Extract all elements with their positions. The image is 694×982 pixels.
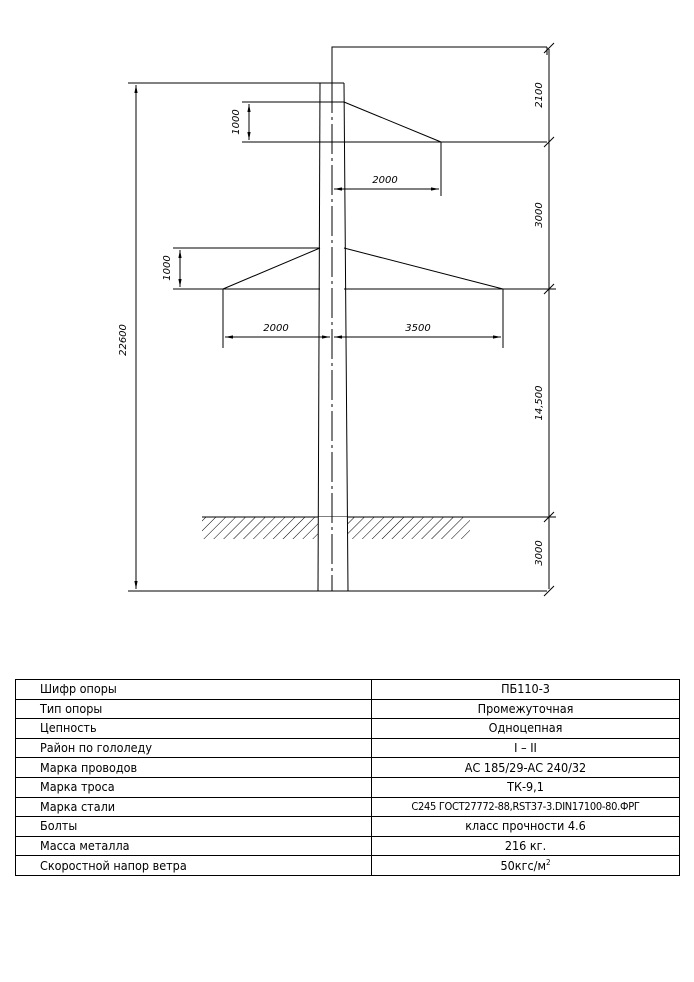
row-value: АС 185/29-АС 240/32 [372,758,680,778]
lower-right-crossarm [344,248,503,289]
row-label: Район по гололеду [16,738,372,758]
total-height-label: 22600 [118,324,129,356]
row-value: С245 ГОСТ27772-88,RST37-3.DIN17100-80.ФРГ [372,797,680,817]
row-label: Скоростной напор ветра [16,856,372,876]
table-row [16,836,680,856]
row-label: Цепность [16,719,372,739]
row-value [372,856,680,876]
row-label: Тип опоры [16,699,372,719]
row-value: класс прочности 4.6 [372,817,680,837]
to-ground-label: 14,500 [534,385,545,421]
spec-table [15,679,680,876]
row-label: Марка стали [16,797,372,817]
row-value: 216 кг. [372,836,680,856]
wind-value: 50кгс/м [500,857,546,873]
lower-left-crossarm [223,248,320,289]
upper-crossarm [344,102,441,142]
table-row [16,758,680,778]
table-row [16,699,680,719]
between-crossarms-label: 3000 [534,202,545,228]
upper-reach-label: 2000 [372,175,398,186]
table-row [16,777,680,797]
table-row [16,856,680,876]
lower-rise-label: 1000 [162,255,173,281]
table-row [16,817,680,837]
row-label: Шифр опоры [16,680,372,700]
row-label: Марка троса [16,777,372,797]
table-row [16,797,680,817]
lower-left-reach-label: 2000 [263,323,289,334]
pole-top-extension [332,47,547,83]
table-row [16,719,680,739]
table-row [16,738,680,758]
wind-value-exponent: 2 [545,857,551,867]
upper-rise-label: 1000 [231,109,242,135]
row-value: ПБ110-3 [372,680,680,700]
top-extension-label: 2100 [534,82,545,108]
row-label: Марка проводов [16,758,372,778]
lower-right-reach-label: 3500 [405,323,431,334]
table-row [16,680,680,700]
row-value: I – II [372,738,680,758]
row-label: Масса металла [16,836,372,856]
row-value: ТК-9,1 [372,777,680,797]
row-label: Болты [16,817,372,837]
row-value: Промежуточная [372,699,680,719]
underground-label: 3000 [534,540,545,566]
row-value: Одноцепная [372,719,680,739]
